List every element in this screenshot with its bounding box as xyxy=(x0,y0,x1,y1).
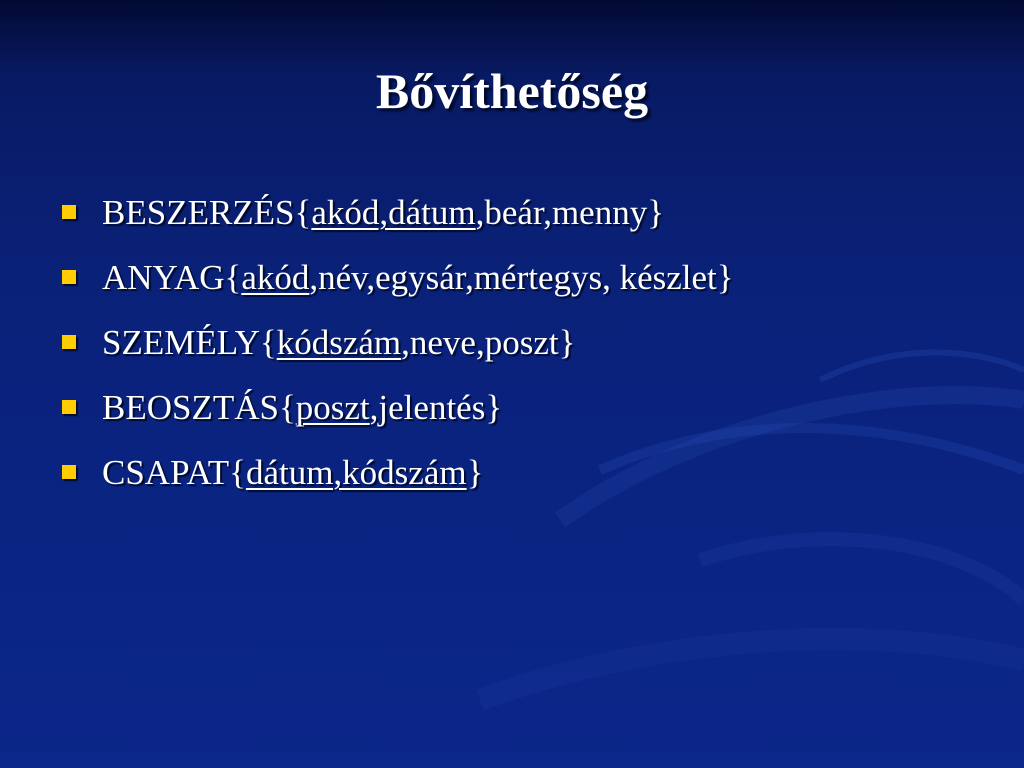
other-attributes: ,beár,menny xyxy=(475,193,648,232)
key-attributes: kódszám xyxy=(276,323,402,362)
brace-close: } xyxy=(558,323,576,362)
slide-title: Bővíthetőség xyxy=(375,63,649,119)
schema-text xyxy=(102,383,502,433)
brace-open: { xyxy=(224,258,242,297)
brace-close: } xyxy=(466,453,484,492)
schema-text xyxy=(102,318,575,368)
other-attributes: ,név,egysár,mértegys, készlet xyxy=(309,258,717,297)
entity-name: BEOSZTÁS xyxy=(102,388,279,427)
brace-open: { xyxy=(278,388,296,427)
key-attributes: poszt xyxy=(295,388,370,427)
square-bullet-icon xyxy=(62,205,76,219)
key-attributes: akód,dátum xyxy=(311,193,476,232)
square-bullet-icon xyxy=(62,270,76,284)
brace-close: } xyxy=(716,258,734,297)
schema-text xyxy=(102,188,664,238)
schema-text xyxy=(102,448,483,498)
square-bullet-icon xyxy=(62,400,76,414)
key-attributes: dátum,kódszám xyxy=(245,453,467,492)
brace-open: { xyxy=(259,323,277,362)
other-attributes: ,jelentés xyxy=(369,388,486,427)
other-attributes: ,neve,poszt xyxy=(401,323,559,362)
schema-text xyxy=(102,253,734,303)
brace-close: } xyxy=(485,388,503,427)
brace-open: { xyxy=(294,193,312,232)
key-attributes: akód xyxy=(241,258,310,297)
entity-name: ANYAG xyxy=(102,258,225,297)
entity-name: BESZERZÉS xyxy=(102,193,295,232)
entity-name: CSAPAT xyxy=(102,453,230,492)
square-bullet-icon xyxy=(62,465,76,479)
square-bullet-icon xyxy=(62,335,76,349)
brace-open: { xyxy=(229,453,246,492)
entity-name: SZEMÉLY xyxy=(102,323,260,362)
brace-close: } xyxy=(647,193,665,232)
